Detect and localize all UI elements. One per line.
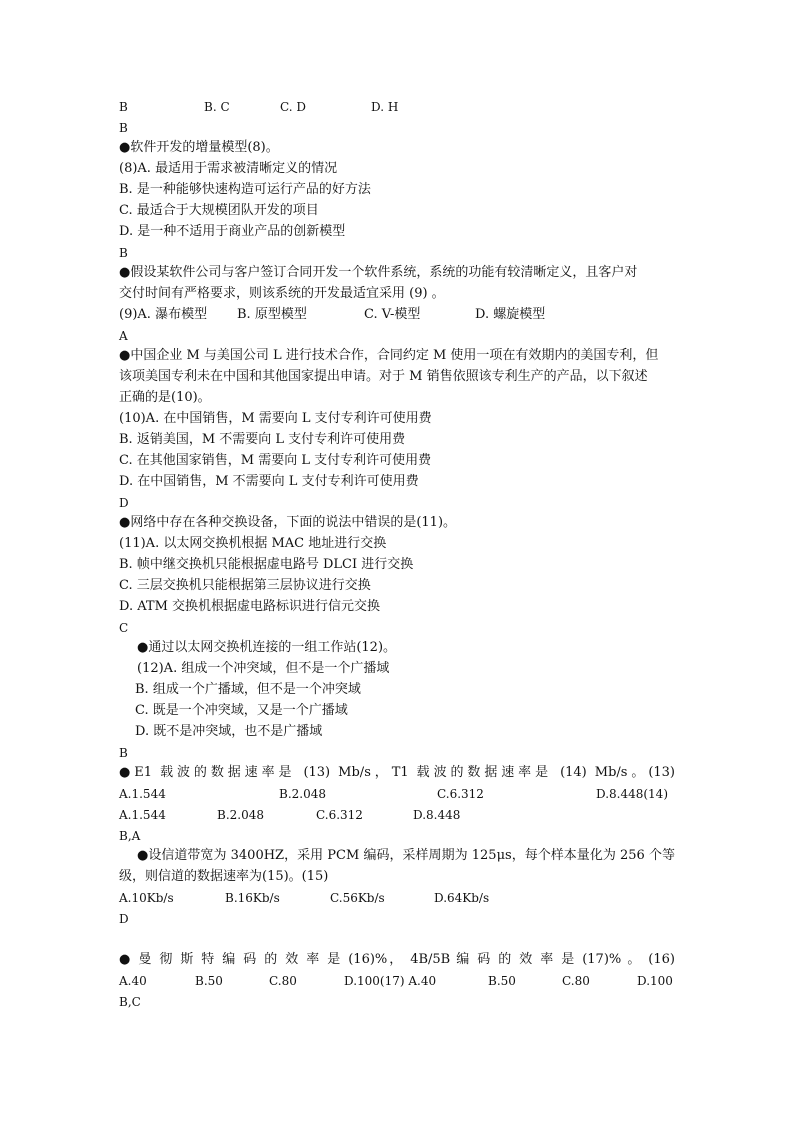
option-text: A.1.544 — [119, 787, 166, 801]
option-text: B — [119, 100, 128, 114]
option-text: D.100 — [637, 974, 673, 988]
option-text: D. H — [371, 100, 399, 114]
option-text: C.56Kb/s — [330, 891, 385, 905]
option-text: (9)A. 瀑布模型 — [119, 307, 208, 322]
option-text: B.2.048 — [217, 808, 264, 822]
question-stem: ●设信道带宽为 3400HZ，采用 PCM 编码，采样周期为 125μs，每个样本量化为 256 个等 — [137, 848, 675, 863]
option-text: (8)A. 最适用于需求被清晰定义的情况 — [119, 161, 338, 176]
option-text: C. 既是一个冲突域，又是一个广播域 — [135, 703, 348, 718]
option-text: (10)A. 在中国销售，M 需要向 L 支付专利许可使用费 — [119, 411, 432, 426]
question-stem: 该项美国专利未在中国和其他国家提出申请。对于 M 销售依照该专利生产的产品，以下叙述 — [119, 369, 648, 384]
option-text: B.50 — [488, 974, 516, 988]
option-text: D. ATM 交换机根据虚电路标识进行信元交换 — [119, 599, 381, 614]
answer-text: B,A — [119, 829, 141, 843]
option-text: D. 是一种不适用于商业产品的创新模型 — [119, 224, 346, 239]
option-text: C. 三层交换机只能根据第三层协议进行交换 — [119, 578, 371, 593]
answer-text: A — [119, 329, 128, 343]
option-text: C. 在其他国家销售，M 需要向 L 支付专利许可使用费 — [119, 453, 432, 468]
option-text: C. D — [280, 100, 307, 114]
option-text: A.40 — [119, 974, 147, 988]
option-text: B.50 — [195, 974, 223, 988]
option-text: B. C — [204, 100, 230, 114]
question-stem: 级，则信道的数据速率为(15)。(15) — [119, 869, 329, 884]
answer-text: B,C — [119, 995, 141, 1009]
option-text: B.16Kb/s — [225, 891, 280, 905]
question-stem: 正确的是(10)。 — [119, 390, 211, 405]
option-text: A.1.544 — [119, 808, 166, 822]
option-text: B. 组成一个广播域，但不是一个冲突域 — [135, 682, 361, 697]
option-text: D. 在中国销售，M 不需要向 L 支付专利许可使用费 — [119, 474, 419, 489]
answer-text: B — [119, 246, 128, 260]
option-text: B. 是一种能够快速构造可运行产品的好方法 — [119, 182, 371, 197]
option-text: D.100(17) A.40 — [344, 974, 437, 988]
option-text: (12)A. 组成一个冲突域，但不是一个广播域 — [137, 661, 390, 676]
option-text: B. 返销美国，M 不需要向 L 支付专利许可使用费 — [119, 432, 406, 447]
option-text: D.8.448 — [413, 808, 461, 822]
answer-text: C — [119, 621, 129, 635]
option-text: D.8.448(14) — [596, 787, 668, 801]
answer-text: B — [119, 121, 128, 135]
question-stem: ● 曼 彻 斯 特 编 码 的 效 率 是 (16)%， 4B/5B 编 码 的 效 率 是 (17)% 。 (16) — [119, 952, 675, 967]
option-text: C.80 — [562, 974, 590, 988]
question-stem: 交付时间有严格要求，则该系统的开发最适宜采用 (9) 。 — [119, 286, 445, 301]
option-text: A.10Kb/s — [119, 891, 174, 905]
question-stem: ●软件开发的增量模型(8)。 — [119, 140, 279, 155]
option-text: D.64Kb/s — [434, 891, 490, 905]
question-stem: ●通过以太网交换机连接的一组工作站(12)。 — [137, 640, 397, 655]
option-text: B.2.048 — [279, 787, 326, 801]
option-text: C.80 — [269, 974, 297, 988]
option-text: C.6.312 — [437, 787, 484, 801]
answer-text: D — [119, 912, 129, 926]
option-text: C. V-模型 — [364, 307, 421, 322]
question-stem: ●网络中存在各种交换设备，下面的说法中错误的是(11)。 — [119, 515, 457, 530]
option-text: D. 螺旋模型 — [475, 307, 546, 322]
option-text: B. 帧中继交换机只能根据虚电路号 DLCI 进行交换 — [119, 557, 414, 572]
answer-text: B — [119, 746, 128, 760]
option-text: D. 既不是冲突域，也不是广播域 — [135, 724, 323, 739]
answer-text: D — [119, 496, 129, 510]
option-text: C.6.312 — [316, 808, 363, 822]
option-text: B. 原型模型 — [237, 307, 307, 322]
question-stem: ●中国企业 M 与美国公司 L 进行技术合作，合同约定 M 使用一项在有效期内的美国专利，但 — [119, 348, 659, 363]
option-text: (11)A. 以太网交换机根据 MAC 地址进行交换 — [119, 536, 387, 551]
question-stem: ●假设某软件公司与客户签订合同开发一个软件系统，系统的功能有较清晰定义，且客户对 — [119, 265, 638, 280]
question-stem: ●E1 载波的数据速率是 (13) Mb/s，T1 载波的数据速率是 (14) Mb/s。(13) — [119, 765, 675, 780]
option-text: C. 最适合于大规模团队开发的项目 — [119, 203, 319, 218]
